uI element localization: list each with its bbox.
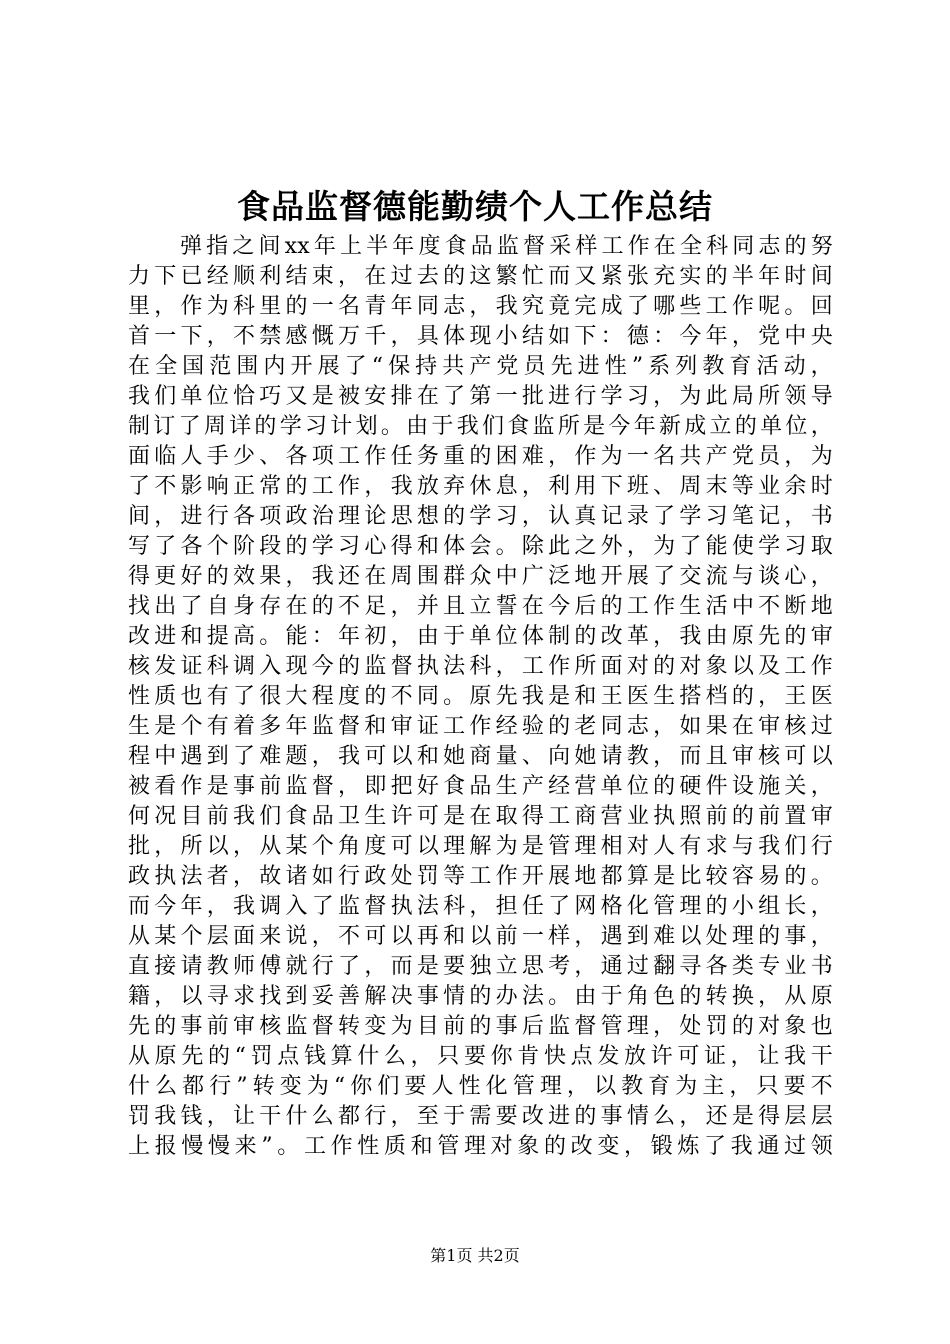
body-line: 政执法者，故诸如行政处罚等工作开展地都算是比较容易的。 (128, 864, 833, 889)
body-line: 直接请教师傅就行了，而是要独立思考，通过翻寻各类专业书 (128, 954, 833, 979)
body-line: 从原先的“罚点钱算什么，只要你肯快点发放许可证，让我干 (128, 1044, 833, 1069)
body-line: 先的事前审核监督转变为目前的事后监督管理，处罚的对象也 (128, 1014, 833, 1039)
body-line: 在全国范围内开展了“保持共产党员先进性”系列教育活动， (128, 354, 833, 379)
page-footer (0, 1244, 950, 1268)
body-line: 生是个有着多年监督和审证工作经验的老同志，如果在审核过 (128, 714, 833, 739)
body-line: 程中遇到了难题，我可以和她商量、向她请教，而且审核可以 (128, 744, 833, 769)
body-line: 了不影响正常的工作，我放弃休息，利用下班、周末等业余时 (128, 474, 833, 499)
body-line: 从某个层面来说，不可以再和以前一样，遇到难以处理的事， (128, 924, 833, 949)
body-line: 改进和提高。能：年初，由于单位体制的改革，我由原先的审 (128, 624, 833, 649)
body-line: 写了各个阶段的学习心得和体会。除此之外，为了能使学习取 (128, 534, 833, 559)
document-title: 食品监督德能勤绩个人工作总结 (237, 187, 713, 226)
body-line: 得更好的效果，我还在周围群众中广泛地开展了交流与谈心， (128, 564, 833, 589)
body-line: 力下已经顺利结束，在过去的这繁忙而又紧张充实的半年时间 (128, 264, 833, 289)
body-line: 罚我钱，让干什么都行，至于需要改进的事情么，还是得层层 (128, 1104, 833, 1129)
body-line: 我们单位恰巧又是被安排在了第一批进行学习，为此局所领导 (128, 384, 833, 409)
body-line: 什么都行”转变为“你们要人性化管理，以教育为主，只要不 (128, 1074, 833, 1099)
body-line: 核发证科调入现今的监督执法科，工作所面对的对象以及工作 (128, 654, 833, 679)
body-line: 制订了周详的学习计划。由于我们食监所是今年新成立的单位， (128, 414, 833, 439)
body-line: 性质也有了很大程度的不同。原先我是和王医生搭档的，王医 (128, 684, 833, 709)
document-body (128, 232, 833, 1162)
body-line: 面临人手少、各项工作任务重的困难，作为一名共产党员，为 (128, 444, 833, 469)
body-line: 里，作为科里的一名青年同志，我究竟完成了哪些工作呢。回 (128, 294, 833, 319)
body-line: 被看作是事前监督，即把好食品生产经营单位的硬件设施关， (128, 774, 833, 799)
body-line: 弹指之间xx年上半年度食品监督采样工作在全科同志的努 (180, 234, 833, 259)
body-line: 何况目前我们食品卫生许可是在取得工商营业执照前的前置审 (128, 804, 833, 829)
body-line: 籍，以寻求找到妥善解决事情的办法。由于角色的转换，从原 (128, 984, 833, 1009)
body-line: 批，所以，从某个角度可以理解为是管理相对人有求与我们行 (128, 834, 833, 859)
body-line: 间，进行各项政治理论思想的学习，认真记录了学习笔记，书 (128, 504, 833, 529)
page-number: 第1页 共2页 (430, 1246, 520, 1265)
body-line: 首一下，不禁感慨万千，具体现小结如下：德：今年，党中央 (128, 324, 833, 349)
body-line: 找出了自身存在的不足，并且立誓在今后的工作生活中不断地 (128, 594, 833, 619)
body-line: 而今年，我调入了监督执法科，担任了网格化管理的小组长， (128, 894, 833, 919)
body-line: 上报慢慢来”。工作性质和管理对象的改变，锻炼了我通过领 (128, 1134, 833, 1159)
